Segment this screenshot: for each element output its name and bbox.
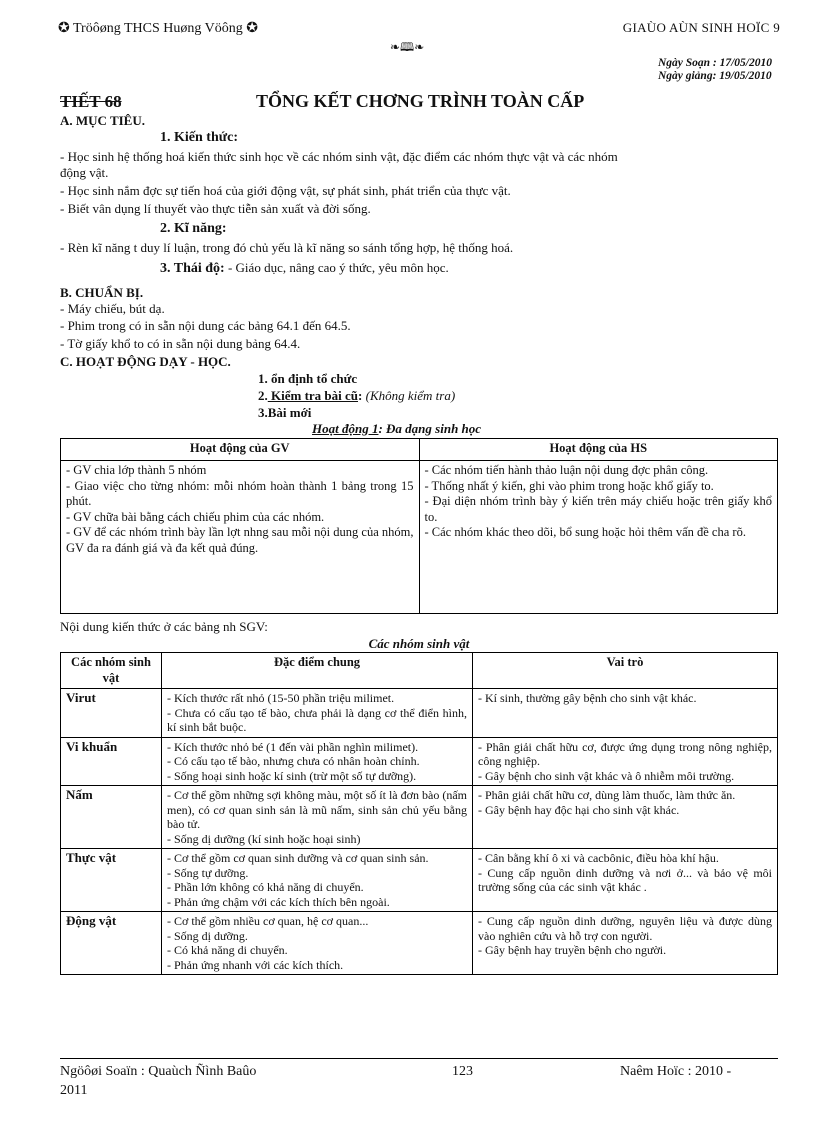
gear-icon: ✪	[246, 21, 258, 36]
table-row	[61, 786, 778, 849]
footer-school-year-end: 2011	[60, 1083, 88, 1098]
school-name-text: Tröôøng THCS Huøng Vöông	[72, 21, 243, 36]
prep-item: - Phim trong có in sẵn nội dung các bảng 64.1 đến 64.5.	[60, 318, 351, 333]
knowledge-line: - Biết vân dụng lí thuyết vào thực tiễn sản xuất và đời sống.	[60, 201, 371, 216]
list-item: - Các nhóm khác theo dõi, bổ sung hoặc hỏi thêm vấn đề cha rõ.	[424, 525, 746, 539]
activity-title: Hoạt động 1: Đa dạng sinh học	[312, 421, 482, 436]
list-item: - Đại diện nhóm trình bày ý kiến trên máy chiếu hoặc trên giấy khổ to.	[424, 494, 772, 524]
group-name: Thực vật	[61, 849, 162, 912]
column-header-group: Các nhóm sinh vật	[61, 653, 162, 689]
roles-cell: - Phân giải chất hữu cơ, được ứng dụng trong nông nghiệp, công nghiệp. - Gây bệnh cho sinh vật khác và ô nhiễm môi trường.	[473, 737, 778, 786]
list-item: - Các nhóm tiến hành thảo luận nội dung đợc phân công.	[424, 463, 709, 477]
knowledge-line: động vật.	[60, 165, 109, 180]
features-cell: - Kích thước rất nhỏ (15-50 phần triệu milimet. - Chưa có cấu tạo tế bào, chưa phải là dạng cơ thể điển hình, kí sinh bắt buộc.	[162, 689, 473, 738]
skills-line: - Rèn kĩ năng t duy lí luận, trong đó chủ yếu là kĩ năng so sánh tổng hợp, hệ thống hoá.	[60, 240, 514, 255]
school-name	[58, 20, 258, 37]
groups-table-title: Các nhóm sinh vật	[368, 636, 470, 651]
gear-icon: ✪	[58, 21, 70, 36]
roles-cell: - Kí sinh, thường gây bệnh cho sinh vật khác.	[473, 689, 778, 738]
attitude-line	[160, 260, 760, 277]
column-header-gv: Hoạt động của GV	[61, 439, 420, 461]
attitude-text: - Giáo dục, nâng cao ý thức, yêu môn học.	[224, 260, 449, 275]
section-a-heading: A. MỤC TIÊU.	[60, 113, 145, 128]
group-name: Động vật	[61, 912, 162, 975]
section-c-heading: C. HOẠT ĐỘNG DẠY - HỌC.	[60, 354, 231, 369]
group-name: Vi khuẩn	[61, 737, 162, 786]
group-name: Nấm	[61, 786, 162, 849]
attitude-heading: 3. Thái độ:	[160, 261, 225, 276]
footer-school-year: Naêm Hoïc : 2010 -	[620, 1064, 732, 1079]
table-row	[61, 689, 778, 738]
document-subject: GIAÙO AÙN SINH HOÏC 9	[622, 20, 780, 35]
date-prepared: Ngày Soạn : 17/05/2010	[657, 57, 772, 69]
step-1: 1. ổn định tổ chức	[258, 371, 358, 386]
column-header-features: Đặc điểm chung	[162, 653, 473, 689]
table-row	[61, 849, 778, 912]
step-2-note: (Không kiểm tra)	[362, 388, 456, 403]
page-title: TỔNG KẾT CHƠNG TRÌNH TOÀN CẤP	[256, 91, 585, 111]
list-item: - GV chia lớp thành 5 nhóm	[66, 463, 207, 477]
knowledge-line: - Học sinh nắm đợc sự tiến hoá của giới động vật, sự phát sinh, phát triển của thực vật.	[60, 183, 511, 198]
footer-author: Ngöôøi Soaïn : Quaùch Ñình Baûo	[60, 1064, 257, 1079]
roles-cell: - Cân bằng khí ô xi và cacbônic, điều hòa khí hậu. - Cung cấp nguồn dinh dưỡng và nơi ở... và bảo vệ môi trường sống của các sinh vật khác .	[473, 849, 778, 912]
activity-table	[60, 438, 778, 614]
date-taught: Ngày giảng: 19/05/2010	[657, 70, 772, 82]
section-b-heading: B. CHUẨN BỊ.	[60, 285, 144, 300]
ornament-divider: ❧🕮❧	[390, 40, 425, 54]
roles-cell: - Phân giải chất hữu cơ, dùng làm thuốc, làm thức ăn. - Gây bệnh hay độc hại cho sinh vật khác.	[473, 786, 778, 849]
content-intro: Nội dung kiến thức ở các bảng nh SGV:	[60, 619, 268, 634]
teacher-activities	[61, 461, 420, 614]
footer-divider	[60, 1058, 778, 1059]
knowledge-heading: 1. Kiến thức:	[160, 130, 239, 145]
prep-item: - Tờ giấy khổ to có in sẵn nội dung bảng 64.4.	[60, 336, 301, 351]
step-2-label: Kiểm tra bài cũ	[267, 388, 359, 403]
column-header-roles: Vai trò	[473, 653, 778, 689]
group-name: Virut	[61, 689, 162, 738]
student-activities	[419, 461, 778, 614]
list-item: - GV chữa bài bằng cách chiếu phim của các nhóm.	[66, 509, 325, 524]
step-2: 2. Kiểm tra bài cũ: (Không kiểm tra)	[258, 388, 456, 403]
table-row	[61, 737, 778, 786]
page-number: 123	[452, 1064, 473, 1079]
list-item: - Thống nhất ý kiến, ghi vào phim trong hoặc khổ giấy to.	[424, 478, 714, 493]
table-row	[61, 912, 778, 975]
groups-table	[60, 652, 778, 975]
knowledge-line: - Học sinh hệ thống hoá kiến thức sinh học về các nhóm sinh vật, đặc điểm các nhóm thực vật và các nhóm	[60, 149, 618, 164]
features-cell: - Cơ thể gồm những sợi không màu, một số ít là đơn bào (nấm men), có cơ quan sinh sản là mũ nấm, sinh sản chủ yếu bằng bào tử. - Sống dị dưỡng (kí sinh hoặc hoại sinh)	[162, 786, 473, 849]
step-3: 3.Bài mới	[258, 405, 312, 420]
prep-item: - Máy chiếu, bút dạ.	[60, 301, 165, 316]
features-cell: - Cơ thể gồm nhiều cơ quan, hệ cơ quan... - Sống dị dưỡng. - Có khả năng di chuyển. - Phản ứng nhanh với các kích thích.	[162, 912, 473, 975]
list-item: - GV để các nhóm trình bày lần lợt nhng sau mỗi nội dung của nhóm, GV đa ra đánh giá và đa kết quả đúng.	[66, 525, 414, 555]
features-cell: - Cơ thể gồm cơ quan sinh dưỡng và cơ quan sinh sản. - Sống tự dưỡng. - Phần lớn không có khả năng di chuyển. - Phản ứng chậm với các kích thích bên ngoài.	[162, 849, 473, 912]
features-cell: - Kích thước nhỏ bé (1 đến vài phần nghìn milimet). - Có cấu tạo tế bào, nhưng chưa có nhân hoàn chỉnh. - Sống hoại sinh hoặc kí sinh (trừ một số tự dưỡng).	[162, 737, 473, 786]
column-header-hs: Hoạt động của HS	[419, 439, 778, 461]
lesson-number: TIẾT 68	[60, 92, 122, 111]
skills-heading: 2. Kĩ năng:	[160, 221, 227, 236]
roles-cell: - Cung cấp nguồn dinh dưỡng, nguyên liệu và được dùng vào nghiên cứu và hỗ trợ con người. - Gây bệnh hay truyền bệnh cho người.	[473, 912, 778, 975]
list-item: - Giao việc cho từng nhóm: mỗi nhóm hoàn thành 1 bảng trong 15 phút.	[66, 478, 414, 508]
lesson-dates	[658, 57, 772, 83]
